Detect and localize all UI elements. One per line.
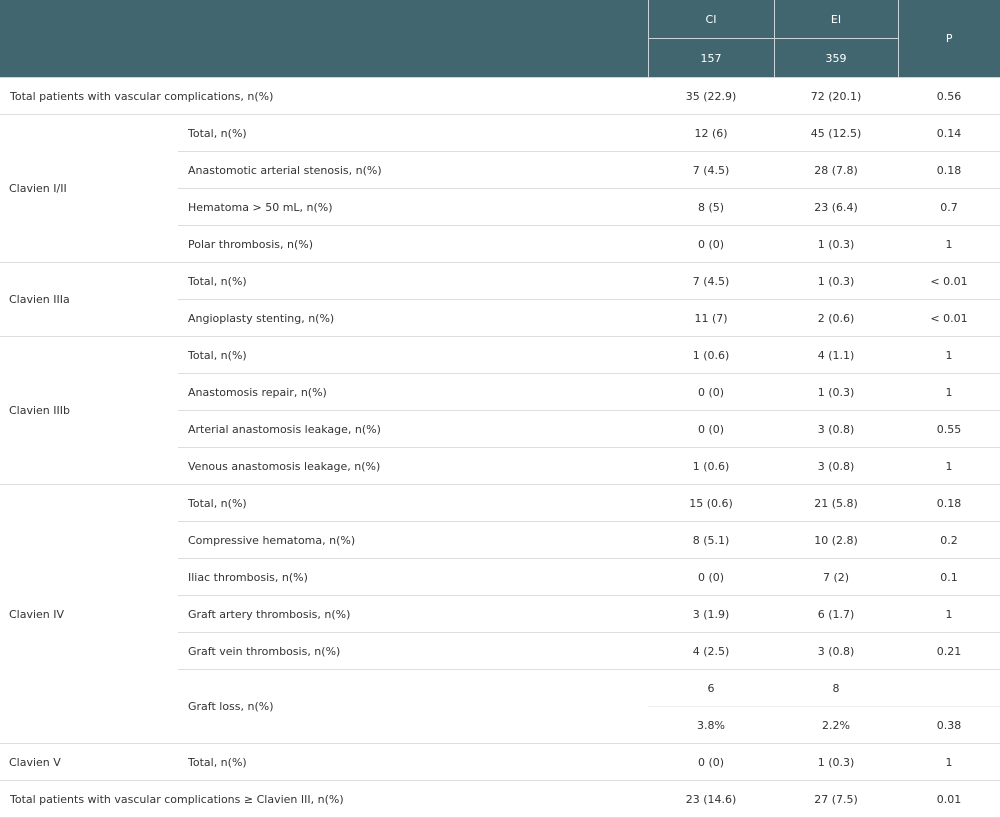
header-ci: CI [648, 0, 774, 39]
value-p: < 0.01 [898, 263, 1000, 300]
value-ci: 12 (6) [648, 115, 774, 152]
group-label-clavien-3a: Clavien IIIa [0, 263, 178, 337]
row-label: Total patients with vascular complications ≥ Clavien III, n(%) [0, 781, 648, 818]
value-p: 0.01 [898, 781, 1000, 818]
value-p: 0.38 [898, 707, 1000, 744]
value-p: 0.21 [898, 633, 1000, 670]
header-blank [0, 0, 648, 78]
value-ei: 72 (20.1) [774, 78, 898, 115]
table-row [0, 485, 1000, 522]
value-p [898, 670, 1000, 707]
value-ci: 15 (0.6) [648, 485, 774, 522]
value-ei: 10 (2.8) [774, 522, 898, 559]
value-ci: 0 (0) [648, 559, 774, 596]
value-p: 0.55 [898, 411, 1000, 448]
value-ci: 8 (5) [648, 189, 774, 226]
value-p: 1 [898, 374, 1000, 411]
row-label: Total, n(%) [178, 263, 648, 300]
value-ci: 6 [648, 670, 774, 707]
row-label: Polar thrombosis, n(%) [178, 226, 648, 263]
row-label: Anastomotic arterial stenosis, n(%) [178, 152, 648, 189]
value-ci: 0 (0) [648, 374, 774, 411]
value-ei: 1 (0.3) [774, 744, 898, 781]
value-ci: 0 (0) [648, 411, 774, 448]
value-ei: 1 (0.3) [774, 226, 898, 263]
value-ci: 4 (2.5) [648, 633, 774, 670]
value-ei: 1 (0.3) [774, 263, 898, 300]
value-ei: 45 (12.5) [774, 115, 898, 152]
value-ei: 2.2% [774, 707, 898, 744]
value-ci: 7 (4.5) [648, 263, 774, 300]
value-ei: 4 (1.1) [774, 337, 898, 374]
row-label: Graft vein thrombosis, n(%) [178, 633, 648, 670]
value-ci: 7 (4.5) [648, 152, 774, 189]
row-label: Total patients with vascular complications, n(%) [0, 78, 648, 115]
value-p: 0.56 [898, 78, 1000, 115]
value-p: 1 [898, 448, 1000, 485]
value-ei: 6 (1.7) [774, 596, 898, 633]
row-label: Graft loss, n(%) [178, 670, 648, 744]
row-label: Arterial anastomosis leakage, n(%) [178, 411, 648, 448]
row-label: Total, n(%) [178, 337, 648, 374]
header-ei: EI [774, 0, 898, 39]
row-label: Compressive hematoma, n(%) [178, 522, 648, 559]
value-p: 0.7 [898, 189, 1000, 226]
value-ei: 7 (2) [774, 559, 898, 596]
row-label: Total, n(%) [178, 485, 648, 522]
group-label-clavien-3b: Clavien IIIb [0, 337, 178, 485]
header-n-ci: 157 [648, 39, 774, 78]
value-p: 0.18 [898, 485, 1000, 522]
group-label-clavien-1-2: Clavien I/II [0, 115, 178, 263]
value-p: 0.14 [898, 115, 1000, 152]
row-label: Total, n(%) [178, 744, 648, 781]
value-ei: 21 (5.8) [774, 485, 898, 522]
value-p: 0.2 [898, 522, 1000, 559]
value-p: 0.1 [898, 559, 1000, 596]
value-ci: 11 (7) [648, 300, 774, 337]
value-p: 1 [898, 596, 1000, 633]
value-p: 1 [898, 744, 1000, 781]
value-ci: 3.8% [648, 707, 774, 744]
table-row [0, 781, 1000, 818]
row-label: Total, n(%) [178, 115, 648, 152]
value-ei: 28 (7.8) [774, 152, 898, 189]
row-label: Venous anastomosis leakage, n(%) [178, 448, 648, 485]
value-p: 1 [898, 337, 1000, 374]
header-n-ei: 359 [774, 39, 898, 78]
value-ci: 3 (1.9) [648, 596, 774, 633]
table-row [0, 263, 1000, 300]
value-ei: 1 (0.3) [774, 374, 898, 411]
value-ei: 27 (7.5) [774, 781, 898, 818]
row-label: Angioplasty stenting, n(%) [178, 300, 648, 337]
value-ci: 0 (0) [648, 744, 774, 781]
value-ei: 23 (6.4) [774, 189, 898, 226]
value-ci: 1 (0.6) [648, 448, 774, 485]
value-ci: 35 (22.9) [648, 78, 774, 115]
table-header [0, 0, 1000, 78]
row-label: Hematoma > 50 mL, n(%) [178, 189, 648, 226]
table-row [0, 337, 1000, 374]
value-ei: 3 (0.8) [774, 633, 898, 670]
value-p: 1 [898, 226, 1000, 263]
value-p: < 0.01 [898, 300, 1000, 337]
row-label: Graft artery thrombosis, n(%) [178, 596, 648, 633]
value-ci: 0 (0) [648, 226, 774, 263]
group-label-clavien-4: Clavien IV [0, 485, 178, 744]
group-label-clavien-5: Clavien V [0, 744, 178, 781]
table-row [0, 115, 1000, 152]
value-ci: 8 (5.1) [648, 522, 774, 559]
row-label: Iliac thrombosis, n(%) [178, 559, 648, 596]
value-ei: 3 (0.8) [774, 411, 898, 448]
header-p: P [898, 0, 1000, 78]
table-row [0, 78, 1000, 115]
value-ei: 8 [774, 670, 898, 707]
value-ei: 3 (0.8) [774, 448, 898, 485]
row-label: Anastomosis repair, n(%) [178, 374, 648, 411]
value-p: 0.18 [898, 152, 1000, 189]
table-row [0, 744, 1000, 781]
value-ci: 23 (14.6) [648, 781, 774, 818]
value-ci: 1 (0.6) [648, 337, 774, 374]
value-ei: 2 (0.6) [774, 300, 898, 337]
